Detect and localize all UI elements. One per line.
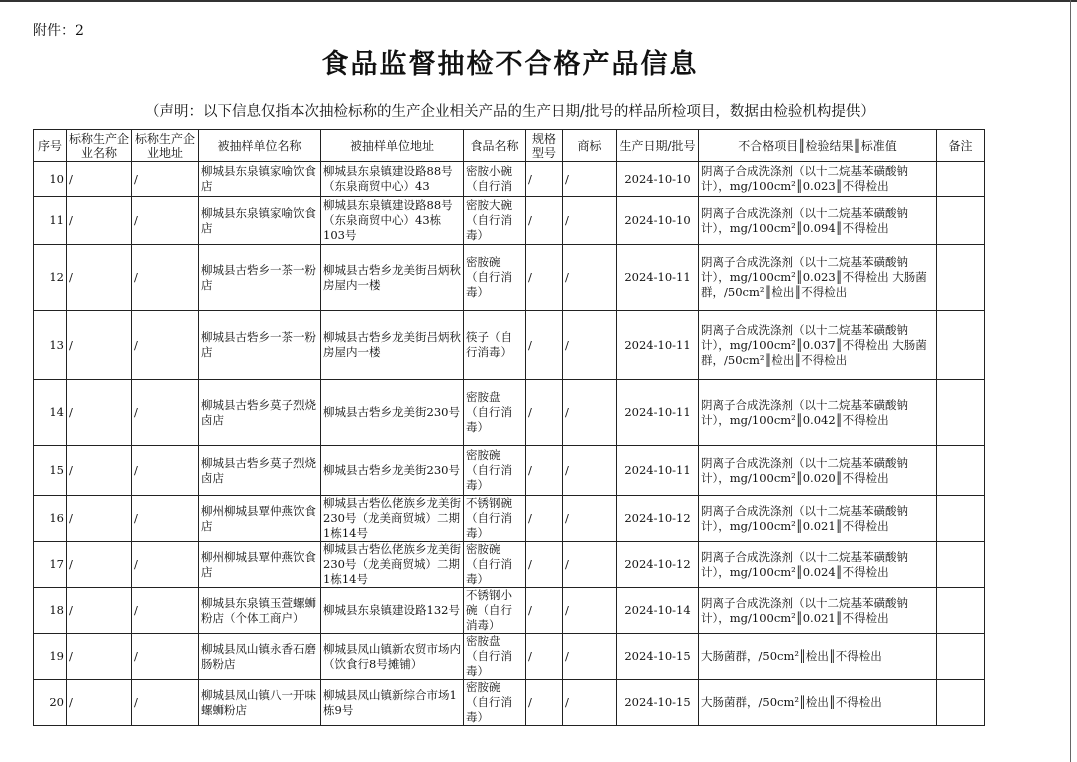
- cell-spec: /: [526, 588, 563, 634]
- cell-unit-addr: 柳城县东泉镇建设路132号: [321, 588, 464, 634]
- cell-result: 阴离子合成洗涤剂（以十二烷基苯磺酸钠计），mg/100cm²║0.021║不得检出: [699, 496, 937, 542]
- cell-mfr-addr: /: [132, 162, 199, 197]
- table-row: [34, 680, 985, 726]
- cell-unit-name: 柳城县凤山镇永香石磨肠粉店: [199, 634, 321, 680]
- cell-unit-addr: 柳城县东泉镇建设路88号（东泉商贸中心）43栋103号: [321, 197, 464, 245]
- cell-unit-addr: 柳城县古砦乡龙美街吕炳秋房屋内一楼: [321, 245, 464, 311]
- cell-brand: /: [563, 588, 617, 634]
- table-row: [34, 496, 985, 542]
- table-row: [34, 197, 985, 245]
- cell-spec: /: [526, 311, 563, 380]
- cell-unit-name: 柳城县古砦乡一茶一粉店: [199, 245, 321, 311]
- cell-brand: /: [563, 311, 617, 380]
- cell-result: 阴离子合成洗涤剂（以十二烷基苯磺酸钠计），mg/100cm²║0.023║不得检出: [699, 162, 937, 197]
- cell-unit-addr: 柳城县古砦乡龙美街230号: [321, 380, 464, 446]
- cell-no: 14: [34, 380, 67, 446]
- page-right-edge: [1070, 0, 1077, 762]
- cell-food: 密胺大碗（自行消毒）: [464, 197, 526, 245]
- cell-date: 2024-10-15: [617, 634, 699, 680]
- cell-spec: /: [526, 496, 563, 542]
- header-remark: 备注: [937, 130, 985, 162]
- cell-result: 阴离子合成洗涤剂（以十二烷基苯磺酸钠计），mg/100cm²║0.037║不得检出 大肠菌群，/50cm²║检出║不得检出: [699, 311, 937, 380]
- cell-mfr-name: /: [67, 311, 132, 380]
- cell-unit-name: 柳城县古砦乡莫子烈烧卤店: [199, 446, 321, 496]
- cell-food: 筷子（自行消毒）: [464, 311, 526, 380]
- cell-date: 2024-10-11: [617, 380, 699, 446]
- table-row: [34, 446, 985, 496]
- cell-result: 阴离子合成洗涤剂（以十二烷基苯磺酸钠计），mg/100cm²║0.023║不得检出 大肠菌群，/50cm²║检出║不得检出: [699, 245, 937, 311]
- cell-unit-name: 柳城县东泉镇玉萱螺蛳粉店（个体工商户）: [199, 588, 321, 634]
- cell-spec: /: [526, 680, 563, 726]
- cell-date: 2024-10-11: [617, 446, 699, 496]
- cell-no: 12: [34, 245, 67, 311]
- cell-remark: [937, 245, 985, 311]
- cell-mfr-name: /: [67, 634, 132, 680]
- cell-food: 密胺碗（自行消毒）: [464, 680, 526, 726]
- cell-unit-addr: 柳城县古砦仫佬族乡龙美街230号（龙美商贸城）二期1栋14号: [321, 542, 464, 588]
- cell-result: 大肠菌群，/50cm²║检出║不得检出: [699, 680, 937, 726]
- cell-remark: [937, 680, 985, 726]
- cell-mfr-name: /: [67, 446, 132, 496]
- cell-remark: [937, 496, 985, 542]
- cell-result: 阴离子合成洗涤剂（以十二烷基苯磺酸钠计），mg/100cm²║0.094║不得检出: [699, 197, 937, 245]
- cell-brand: /: [563, 162, 617, 197]
- cell-mfr-addr: /: [132, 446, 199, 496]
- cell-remark: [937, 588, 985, 634]
- cell-unit-name: 柳州柳城县覃仲燕饮食店: [199, 496, 321, 542]
- header-no: 序号: [34, 130, 67, 162]
- table-header-row: [34, 130, 985, 162]
- cell-unit-name: 柳城县东泉镇家喻饮食店: [199, 162, 321, 197]
- cell-brand: /: [563, 680, 617, 726]
- cell-food: 密胺小碗（自行消: [464, 162, 526, 197]
- cell-mfr-addr: /: [132, 634, 199, 680]
- cell-remark: [937, 197, 985, 245]
- cell-unit-name: 柳城县古砦乡一茶一粉店: [199, 311, 321, 380]
- cell-date: 2024-10-14: [617, 588, 699, 634]
- cell-spec: /: [526, 380, 563, 446]
- cell-mfr-addr: /: [132, 542, 199, 588]
- cell-no: 15: [34, 446, 67, 496]
- cell-no: 10: [34, 162, 67, 197]
- cell-date: 2024-10-10: [617, 162, 699, 197]
- cell-food: 密胺碗（自行消毒）: [464, 446, 526, 496]
- cell-no: 13: [34, 311, 67, 380]
- cell-result: 大肠菌群，/50cm²║检出║不得检出: [699, 634, 937, 680]
- cell-date: 2024-10-15: [617, 680, 699, 726]
- cell-mfr-name: /: [67, 496, 132, 542]
- cell-remark: [937, 446, 985, 496]
- cell-date: 2024-10-12: [617, 496, 699, 542]
- table-row: [34, 162, 985, 197]
- table-row: [34, 245, 985, 311]
- cell-remark: [937, 634, 985, 680]
- cell-result: 阴离子合成洗涤剂（以十二烷基苯磺酸钠计），mg/100cm²║0.021║不得检出: [699, 588, 937, 634]
- table-row: [34, 542, 985, 588]
- cell-unit-addr: 柳城县凤山镇新农贸市场内（饮食行8号摊铺）: [321, 634, 464, 680]
- cell-food: 密胺碗（自行消毒）: [464, 542, 526, 588]
- inspection-table: [33, 129, 985, 726]
- cell-remark: [937, 380, 985, 446]
- cell-unit-addr: 柳城县东泉镇建设路88号（东泉商贸中心）43: [321, 162, 464, 197]
- cell-spec: /: [526, 446, 563, 496]
- cell-unit-addr: 柳城县古砦乡龙美街吕炳秋房屋内一楼: [321, 311, 464, 380]
- header-spec: 规格型号: [526, 130, 563, 162]
- cell-brand: /: [563, 380, 617, 446]
- header-mfr-name: 标称生产企业名称: [67, 130, 132, 162]
- cell-spec: /: [526, 245, 563, 311]
- table-row: [34, 311, 985, 380]
- cell-unit-addr: 柳城县古砦乡龙美街230号: [321, 446, 464, 496]
- cell-mfr-name: /: [67, 680, 132, 726]
- cell-unit-name: 柳城县古砦乡莫子烈烧卤店: [199, 380, 321, 446]
- page-top-edge: [0, 0, 1077, 6]
- cell-date: 2024-10-12: [617, 542, 699, 588]
- cell-unit-addr: 柳城县凤山镇新综合市场1栋9号: [321, 680, 464, 726]
- cell-no: 19: [34, 634, 67, 680]
- header-brand: 商标: [563, 130, 617, 162]
- cell-mfr-addr: /: [132, 311, 199, 380]
- cell-mfr-addr: /: [132, 680, 199, 726]
- cell-remark: [937, 542, 985, 588]
- cell-mfr-addr: /: [132, 496, 199, 542]
- cell-no: 20: [34, 680, 67, 726]
- header-unit-name: 被抽样单位名称: [199, 130, 321, 162]
- cell-mfr-addr: /: [132, 588, 199, 634]
- cell-remark: [937, 311, 985, 380]
- cell-brand: /: [563, 197, 617, 245]
- cell-no: 11: [34, 197, 67, 245]
- cell-unit-name: 柳州柳城县覃仲燕饮食店: [199, 542, 321, 588]
- table-row: [34, 634, 985, 680]
- cell-mfr-name: /: [67, 542, 132, 588]
- cell-spec: /: [526, 542, 563, 588]
- cell-mfr-addr: /: [132, 197, 199, 245]
- cell-no: 17: [34, 542, 67, 588]
- cell-date: 2024-10-11: [617, 245, 699, 311]
- header-mfr-addr: 标称生产企业地址: [132, 130, 199, 162]
- cell-brand: /: [563, 496, 617, 542]
- cell-food: 密胺碗（自行消毒）: [464, 245, 526, 311]
- cell-result: 阴离子合成洗涤剂（以十二烷基苯磺酸钠计），mg/100cm²║0.020║不得检出: [699, 446, 937, 496]
- cell-result: 阴离子合成洗涤剂（以十二烷基苯磺酸钠计），mg/100cm²║0.042║不得检出: [699, 380, 937, 446]
- cell-spec: /: [526, 162, 563, 197]
- table-row: [34, 380, 985, 446]
- attachment-label: 附件：2: [33, 23, 84, 39]
- cell-result: 阴离子合成洗涤剂（以十二烷基苯磺酸钠计），mg/100cm²║0.024║不得检出: [699, 542, 937, 588]
- cell-date: 2024-10-11: [617, 311, 699, 380]
- cell-brand: /: [563, 245, 617, 311]
- table-row: [34, 588, 985, 634]
- cell-mfr-name: /: [67, 245, 132, 311]
- cell-date: 2024-10-10: [617, 197, 699, 245]
- cell-unit-name: 柳城县东泉镇家喻饮食店: [199, 197, 321, 245]
- cell-mfr-name: /: [67, 380, 132, 446]
- cell-spec: /: [526, 634, 563, 680]
- cell-unit-name: 柳城县凤山镇八一开味螺蛳粉店: [199, 680, 321, 726]
- header-food: 食品名称: [464, 130, 526, 162]
- header-date: 生产日期/批号: [617, 130, 699, 162]
- cell-brand: /: [563, 446, 617, 496]
- cell-mfr-name: /: [67, 197, 132, 245]
- disclaimer-statement: （声明：以下信息仅指本次抽检标称的生产企业相关产品的生产日期/批号的样品所检项目，数据由检验机构提供）: [145, 104, 875, 120]
- cell-food: 密胺盘（自行消毒）: [464, 380, 526, 446]
- cell-food: 不锈钢小碗（自行消毒）: [464, 588, 526, 634]
- cell-brand: /: [563, 542, 617, 588]
- cell-spec: /: [526, 197, 563, 245]
- cell-mfr-addr: /: [132, 380, 199, 446]
- cell-no: 18: [34, 588, 67, 634]
- cell-brand: /: [563, 634, 617, 680]
- cell-food: 不锈钢碗（自行消毒）: [464, 496, 526, 542]
- cell-mfr-name: /: [67, 162, 132, 197]
- cell-unit-addr: 柳城县古砦仫佬族乡龙美街230号（龙美商贸城）二期1栋14号: [321, 496, 464, 542]
- cell-food: 密胺盘（自行消毒）: [464, 634, 526, 680]
- header-result: 不合格项目║检验结果║标准值: [699, 130, 937, 162]
- cell-no: 16: [34, 496, 67, 542]
- cell-remark: [937, 162, 985, 197]
- header-unit-addr: 被抽样单位地址: [321, 130, 464, 162]
- cell-mfr-name: /: [67, 588, 132, 634]
- document-title: 食品监督抽检不合格产品信息: [321, 49, 699, 80]
- cell-mfr-addr: /: [132, 245, 199, 311]
